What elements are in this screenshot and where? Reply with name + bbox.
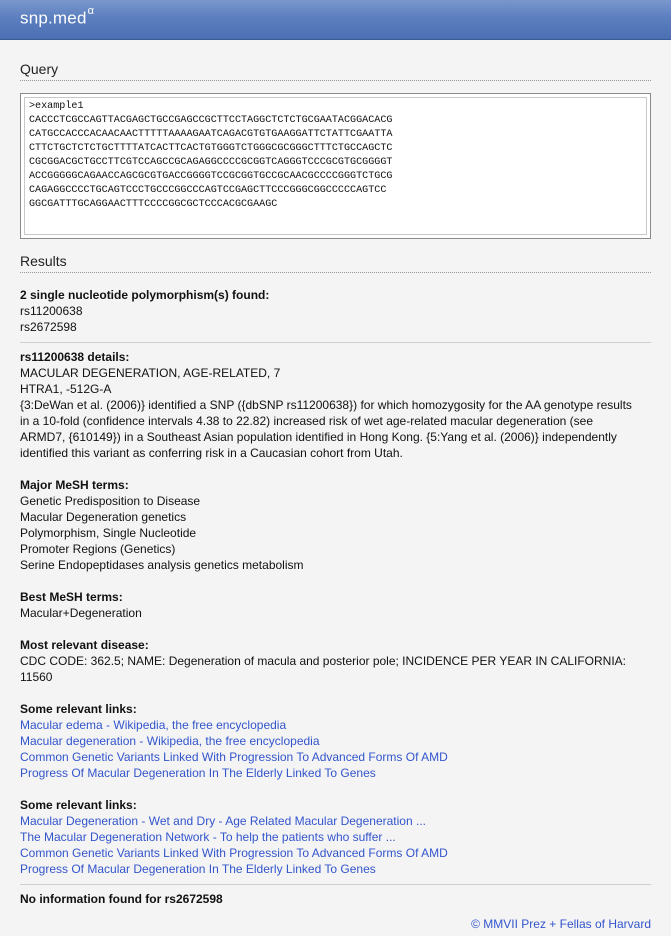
main-content	[0, 61, 671, 907]
logo-alpha: α	[87, 5, 95, 17]
relevant-link[interactable]: Common Genetic Variants Linked With Progression To Advanced Forms Of AMD	[20, 846, 448, 860]
spacer	[20, 461, 651, 477]
relevant-link[interactable]: Macular edema - Wikipedia, the free encyclopedia	[20, 718, 287, 732]
mesh-term: Polymorphism, Single Nucleotide	[20, 526, 197, 540]
query-textarea[interactable]	[20, 93, 651, 239]
relevant-link[interactable]: Macular degeneration - Wikipedia, the free encyclopedia	[20, 734, 320, 748]
results-section-title: Results	[20, 253, 651, 273]
detail-line: identified this variant as conferring risk in a Caucasian cohort from Utah.	[20, 446, 403, 460]
detail-line: {3:DeWan et al. (2006)} identified a SNP ({dbSNP rs11200638}) for which homozygosity for the AA genotype results	[20, 398, 632, 412]
snp-item: rs11200638	[20, 304, 83, 318]
disease-line: 11560	[20, 670, 53, 684]
site-logo[interactable]	[20, 5, 95, 29]
spacer	[20, 621, 651, 637]
major-mesh-heading: Major MeSH terms:	[20, 478, 129, 492]
query-section-title: Query	[20, 61, 651, 81]
links-heading: Some relevant links:	[20, 798, 137, 812]
relevant-link[interactable]: Common Genetic Variants Linked With Progression To Advanced Forms Of AMD	[20, 750, 448, 764]
relevant-link[interactable]: Progress Of Macular Degeneration In The Elderly Linked To Genes	[20, 766, 376, 780]
query-sequence-text[interactable]: >example1 CACCCTCGCCAGTTACGAGCTGCCGAGCCGCTTCCTAGGCTCTCTGCGAATACGGACACG CATGCCACCCACAACAACTTTTTAAAAGAATCAGACGTGTGAAGGATTCTATTCGAATTA CTTCTGCTCTCTGCTTTTATCACTTCACTGTGGGTCTGGGCGCGGGCTTTCTGCCAGCTC CGCGGACGCTGCCTTCGTCCAGCCGCAGAGGCCCCGCGGTCAGGGTCCCGCGTGCGGGGT ACCGGGGGCAGAACCAGCGCGTGACCGGGGTCCGCGGTGCCGCAACGCCCCGGGTCTGCG CAGAGGCCCCTGCAGTCCCTGCCCGGCCCAGTCCGAGCTTCCCGGGCGGCCCCCAGTCC GGCGATTTGCAGGAACTTTCCCCGGCGCTCCCACGCGAAGC	[24, 97, 647, 235]
mesh-term: Macular Degeneration genetics	[20, 510, 187, 524]
snp-details-block	[20, 349, 651, 877]
no-info-message: No information found for rs2672598	[20, 892, 223, 906]
divider	[20, 884, 651, 885]
snps-found-heading: 2 single nucleotide polymorphism(s) found:	[20, 288, 270, 302]
relevant-link[interactable]: Macular Degeneration - Wet and Dry - Age Related Macular Degeneration ...	[20, 814, 426, 828]
detail-line: ARMD7, {610149}) in a Southeast Asian population identified in Hong Kong. {5:Yang et al. (2006)} independently	[20, 430, 617, 444]
divider	[20, 342, 651, 343]
detail-line: HTRA1, -512G-A	[20, 382, 112, 396]
top-header-bar	[0, 0, 671, 40]
snps-found-block	[20, 287, 651, 335]
best-mesh-term: Macular+Degeneration	[20, 606, 142, 620]
relevant-link[interactable]: Progress Of Macular Degeneration In The Elderly Linked To Genes	[20, 862, 376, 876]
snp-item: rs2672598	[20, 320, 77, 334]
spacer	[20, 573, 651, 589]
spacer	[20, 781, 651, 797]
spacer	[20, 685, 651, 701]
snp-details-heading: rs11200638 details:	[20, 350, 130, 364]
detail-line: MACULAR DEGENERATION, AGE-RELATED, 7	[20, 366, 281, 380]
footer-credit[interactable]: © MMVII Prez + Fellas of Harvard	[471, 917, 651, 931]
logo-text: snp.med	[20, 8, 87, 28]
detail-line: in a 10-fold (confidence intervals 4.38 to 22.82) increased risk of wet age-related macular degeneration (see	[20, 414, 593, 428]
best-mesh-heading: Best MeSH terms:	[20, 590, 123, 604]
disease-line: CDC CODE: 362.5; NAME: Degeneration of macula and posterior pole; INCIDENCE PER YEAR IN CALIFORNIA:	[20, 654, 627, 668]
no-info-block	[20, 891, 651, 907]
mesh-term: Promoter Regions (Genetics)	[20, 542, 176, 556]
mesh-term: Serine Endopeptidases analysis genetics metabolism	[20, 558, 304, 572]
relevant-link[interactable]: The Macular Degeneration Network - To help the patients who suffer ...	[20, 830, 396, 844]
links-heading: Some relevant links:	[20, 702, 137, 716]
disease-heading: Most relevant disease:	[20, 638, 149, 652]
mesh-term: Genetic Predisposition to Disease	[20, 494, 201, 508]
